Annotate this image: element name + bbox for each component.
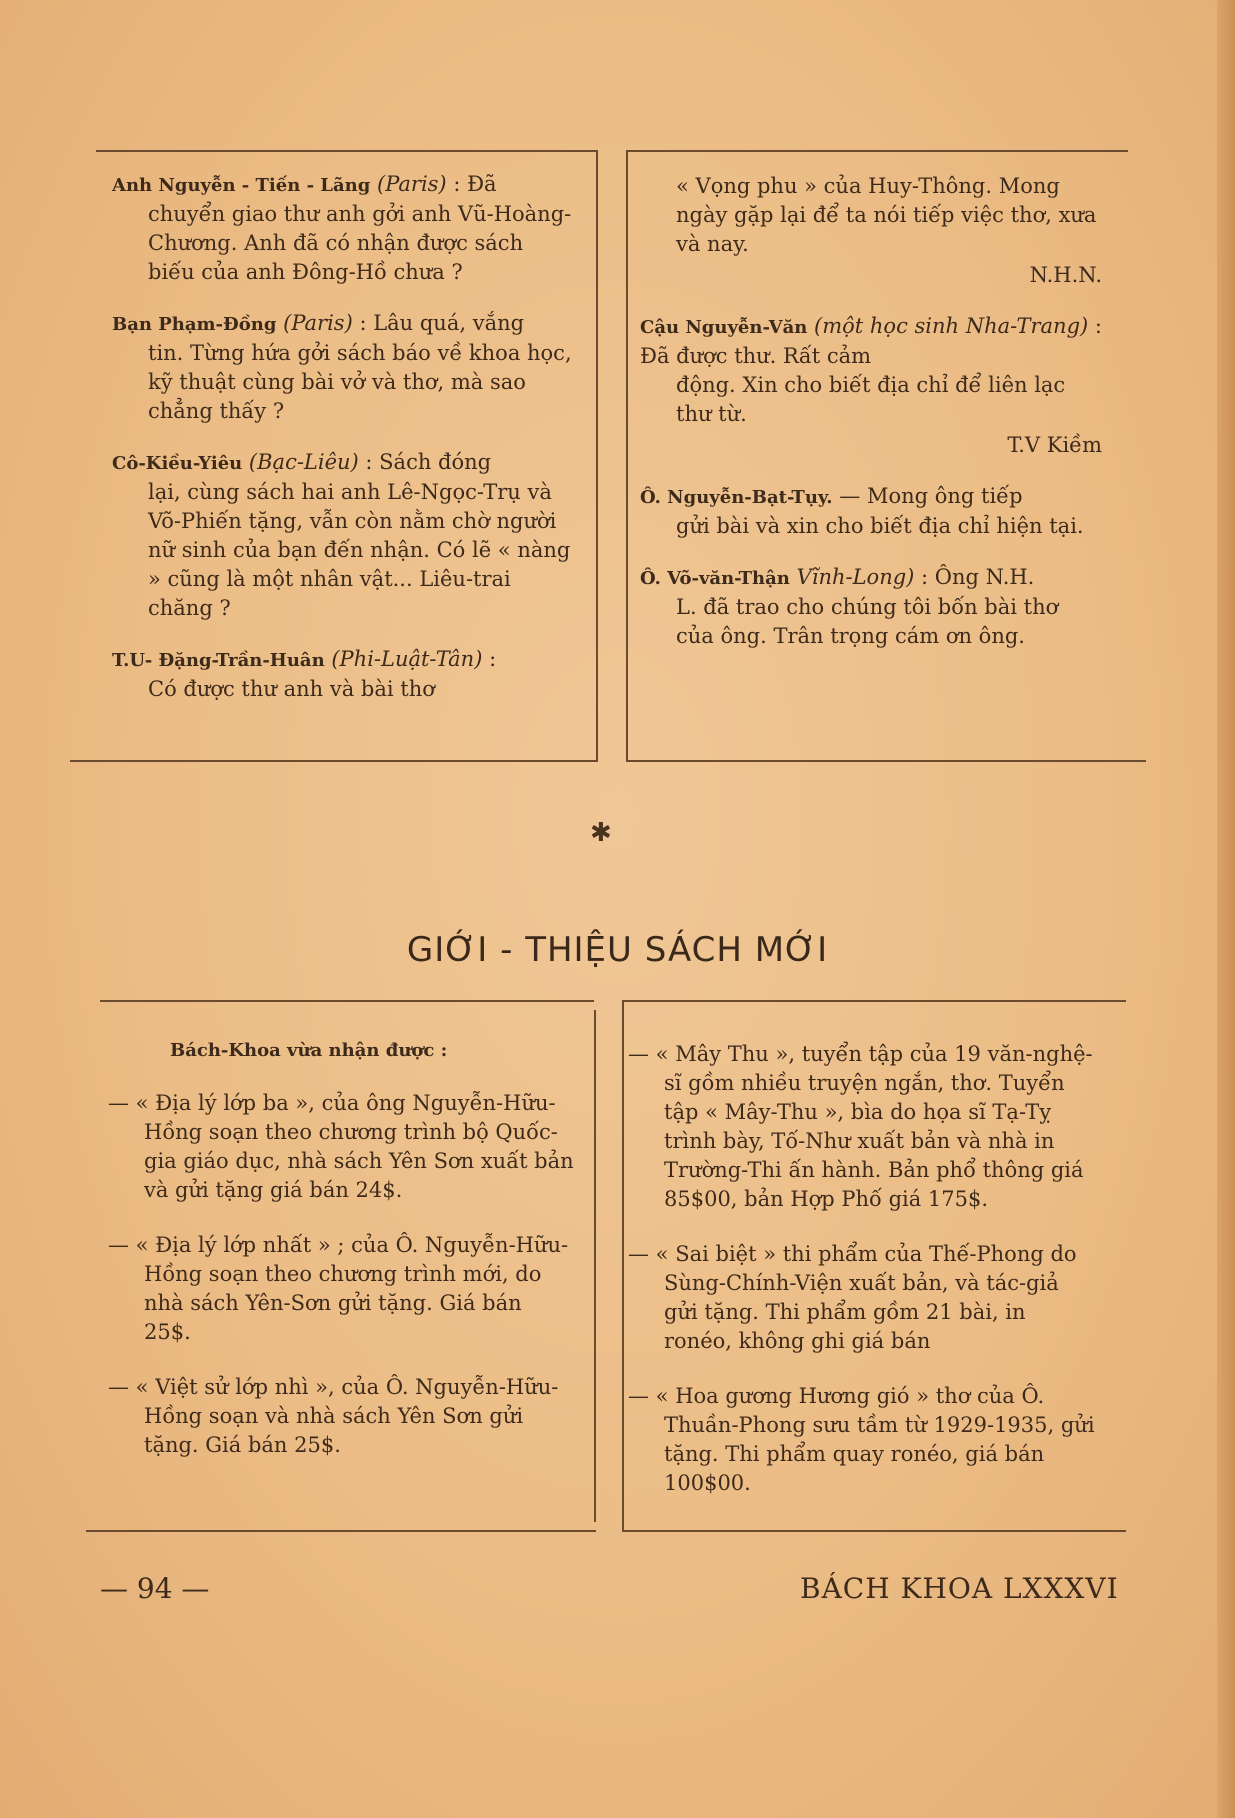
new-books-right bbox=[628, 1040, 1098, 1524]
signature: T.V Kiềm bbox=[1007, 433, 1102, 457]
entry-text: « Vọng phu » của Huy-Thông. Mong ngày gặp lại để ta nói tiếp việc thơ, xưa và nay. bbox=[676, 174, 1097, 256]
letter-entry bbox=[640, 563, 1102, 651]
page-number: — 94 — bbox=[100, 1572, 210, 1605]
recipient-place: (một học sinh Nha-Trang) bbox=[814, 314, 1089, 338]
entry-text-first: : Sách đóng bbox=[365, 450, 492, 474]
recipient-name: Bạn Phạm-Đồng bbox=[112, 314, 277, 335]
book-notice: — « Sai biệt » thi phẩm của Thế-Phong do Sùng-Chính-Viện xuất bản, và tác-giả gửi tặng. Thi phẩm gồm 21 bài, in ronéo, không ghi giá bán bbox=[628, 1242, 1077, 1353]
letter-entry bbox=[112, 309, 572, 426]
entry-text-first: : Ông N.H. bbox=[921, 565, 1035, 589]
letter-entry bbox=[112, 170, 572, 287]
signature: N.H.N. bbox=[1029, 263, 1102, 287]
recipient-place: (Paris) bbox=[283, 311, 353, 335]
entry-text: lại, cùng sách hai anh Lê-Ngọc-Trụ và Võ-Phiến tặng, vẫn còn nằm chờ người nữ sinh của bạn đến nhận. Có lẽ « nàng » cũng là một nhân vật... Liêu-trai chăng ? bbox=[148, 480, 571, 620]
entry-text-first: : Đã bbox=[453, 172, 497, 196]
top-left-frame-bottom bbox=[70, 760, 598, 762]
bottom-left-frame-right bbox=[594, 1010, 596, 1522]
recipient-place: (Phi-Luật-Tân) bbox=[331, 647, 483, 671]
correspondence-right bbox=[640, 172, 1102, 673]
recipient-place: (Bạc-Liêu) bbox=[248, 450, 359, 474]
recipient-name: Anh Nguyễn - Tiến - Lãng bbox=[112, 175, 371, 196]
top-right-frame-left bbox=[626, 150, 628, 762]
correspondence-left bbox=[112, 170, 572, 726]
entry-text-first: : Lâu quá, vắng bbox=[359, 311, 525, 335]
recipient-place: Vĩnh-Long) bbox=[796, 565, 915, 589]
journal-issue: BÁCH KHOA LXXXVI bbox=[800, 1572, 1119, 1605]
bottom-left-frame-bottom bbox=[86, 1530, 596, 1532]
entry-text: chuyển giao thư anh gởi anh Vũ-Hoàng-Chương. Anh đã có nhận được sách biếu của anh Đông-Hồ chưa ? bbox=[148, 202, 572, 284]
letter-entry bbox=[640, 482, 1102, 541]
top-left-frame-top bbox=[96, 150, 598, 152]
entry-text-first: : bbox=[489, 647, 497, 671]
top-right-frame-top bbox=[626, 150, 1128, 152]
entry-text-first: — Mong ông tiếp bbox=[839, 484, 1023, 508]
recipient-name: Ô. Võ-văn-Thận bbox=[640, 568, 790, 589]
book-notice: — « Mây Thu », tuyển tập của 19 văn-nghệ-sĩ gồm nhiều truyện ngắn, thơ. Tuyển tập « Mây-Thu », bìa do họa sĩ Tạ-Tỵ trình bày, Tố-Như xuất bản và nhà in Trường-Thi ấn hành. Bản phổ thông giá 85$00, bản Hợp Phố giá 175$. bbox=[628, 1042, 1093, 1211]
entry-text: Có được thư anh và bài thơ bbox=[148, 677, 435, 701]
letter-entry bbox=[112, 448, 572, 623]
letter-entry bbox=[640, 172, 1102, 290]
recipient-name: Cô-Kiều-Yiêu bbox=[112, 453, 243, 474]
bottom-right-frame-top bbox=[622, 1000, 1126, 1002]
books-intro: Bách-Khoa vừa nhận được : bbox=[170, 1040, 448, 1061]
bottom-left-frame-top bbox=[100, 1000, 594, 1002]
top-left-frame-right bbox=[596, 150, 598, 762]
entry-text-first: : Đã được thư. Rất cảm bbox=[640, 314, 1102, 368]
book-notice: — « Địa lý lớp nhất » ; của Ô. Nguyễn-Hữu-Hồng soạn theo chương trình mới, do nhà sách Yên-Sơn gửi tặng. Giá bán 25$. bbox=[108, 1233, 569, 1344]
book-notice: — « Việt sử lớp nhì », của Ô. Nguyễn-Hữu-Hồng soạn và nhà sách Yên Sơn gửi tặng. Giá bán 25$. bbox=[108, 1375, 559, 1457]
book-notice: — « Hoa gương Hương gió » thơ của Ô. Thuần-Phong sưu tầm từ 1929-1935, gửi tặng. Thi phẩm quay ronéo, giá bán 100$00. bbox=[628, 1384, 1095, 1495]
entry-text: gửi bài và xin cho biết địa chỉ hiện tại. bbox=[676, 514, 1084, 538]
recipient-name: Ô. Nguyễn-Bạt-Tụy. bbox=[640, 487, 833, 508]
book-notice: — « Địa lý lớp ba », của ông Nguyễn-Hữu-Hồng soạn theo chương trình bộ Quốc-gia giáo dục, nhà sách Yên Sơn xuất bản và gửi tặng giá bán 24$. bbox=[108, 1091, 574, 1202]
section-title: GIỚI - THIỆU SÁCH MỚI bbox=[406, 930, 829, 970]
entry-text: động. Xin cho biết địa chỉ để liên lạc thư từ. bbox=[676, 373, 1066, 426]
top-right-frame-bottom bbox=[626, 760, 1146, 762]
page-edge bbox=[1217, 0, 1235, 1818]
entry-text: tin. Từng hứa gởi sách báo về khoa học, kỹ thuật cùng bài vở và thơ, mà sao chẳng thấy ? bbox=[148, 341, 572, 423]
letter-entry bbox=[112, 645, 572, 704]
new-books-left bbox=[108, 1036, 574, 1486]
bottom-right-frame-left bbox=[622, 1000, 624, 1530]
ornament-star-icon: ✱ bbox=[590, 818, 612, 848]
entry-text: L. đã trao cho chúng tôi bốn bài thơ của ông. Trân trọng cám ơn ông. bbox=[676, 595, 1059, 648]
recipient-place: (Paris) bbox=[377, 172, 447, 196]
recipient-name: Cậu Nguyễn-Văn bbox=[640, 317, 808, 338]
recipient-name: T.U- Đặng-Trần-Huân bbox=[112, 650, 325, 671]
letter-entry bbox=[640, 312, 1102, 460]
bottom-right-frame-bottom bbox=[622, 1530, 1126, 1532]
